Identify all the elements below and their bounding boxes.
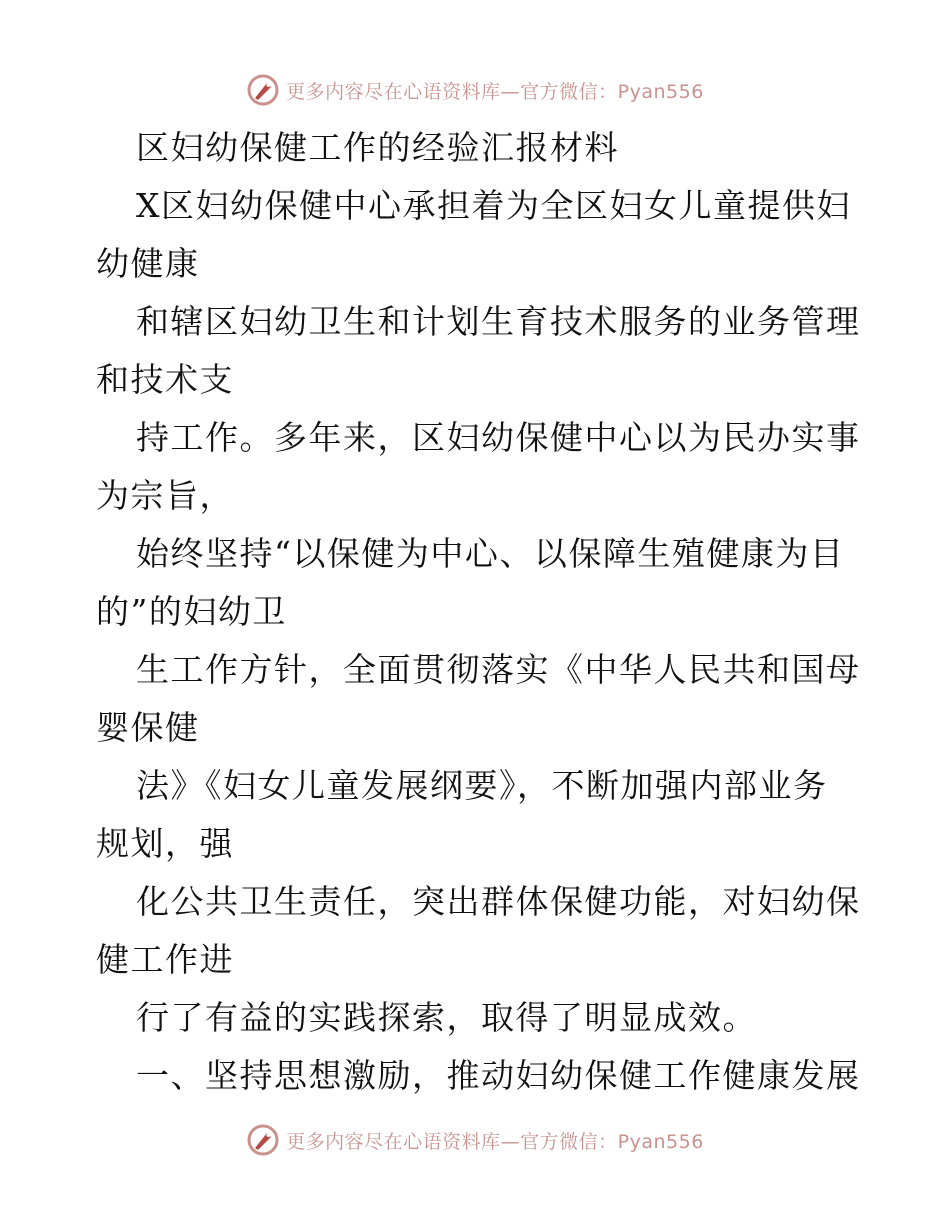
watermark-text: 更多内容尽在心语资料库—官方微信：Pyan556 — [286, 1130, 704, 1153]
watermark-header — [0, 70, 950, 110]
watermark-footer — [0, 1120, 950, 1160]
paragraph-line: 幼健康 — [96, 244, 200, 283]
watermark-text: 更多内容尽在心语资料库—官方微信：Pyan556 — [286, 80, 704, 103]
paragraph-line: 生工作方针，全面贯彻落实《中华人民共和国母 — [136, 650, 861, 689]
paragraph-line: 为宗旨， — [96, 476, 234, 515]
pen-nib-logo-icon — [246, 1123, 280, 1157]
paragraph-line: 婴保健 — [96, 708, 200, 747]
paragraph-line: 始终坚持“以保健为中心、以保障生殖健康为目 — [136, 534, 845, 573]
paragraph-line: 法》《妇女儿童发展纲要》，不断加强内部业务 — [136, 766, 828, 805]
paragraph-line: 持工作。多年来，区妇幼保健中心以为民办实事 — [136, 418, 861, 457]
paragraph-line: 规划，强 — [96, 824, 234, 863]
paragraph-line: 行了有益的实践探索，取得了明显成效。 — [136, 998, 757, 1037]
document-title: 区妇幼保健工作的经验汇报材料 — [136, 128, 619, 167]
paragraph-line: X区妇幼保健中心承担着为全区妇女儿童提供妇 — [136, 186, 851, 225]
paragraph-line: 化公共卫生责任，突出群体保健功能，对妇幼保 — [136, 882, 861, 921]
pen-nib-logo-icon — [246, 73, 280, 107]
paragraph-line: 健工作进 — [96, 940, 234, 979]
section-heading: 一、坚持思想激励，推动妇幼保健工作健康发展 — [136, 1056, 861, 1095]
paragraph-line: 的”的妇幼卫 — [96, 592, 287, 631]
paragraph-line: 和辖区妇幼卫生和计划生育技术服务的业务管理 — [136, 302, 861, 341]
paragraph-line: 和技术支 — [96, 360, 234, 399]
